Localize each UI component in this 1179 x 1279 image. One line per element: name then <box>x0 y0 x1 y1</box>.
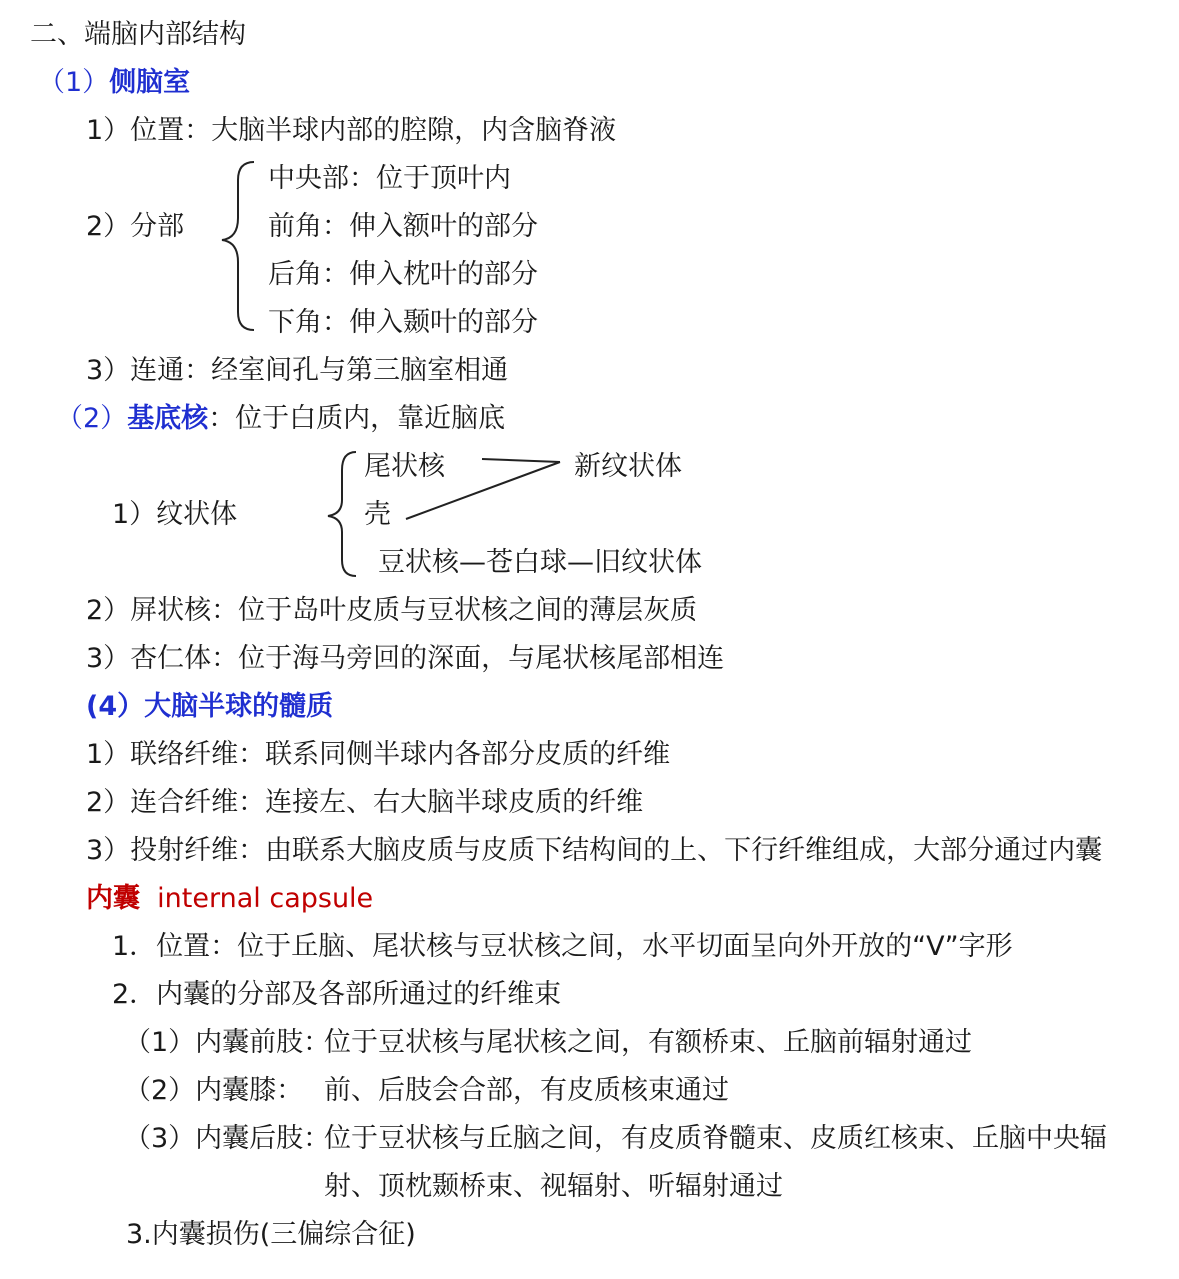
genu-label: （2）内囊膝： <box>124 1075 304 1106</box>
internal-capsule-title-cn: 内囊 <box>86 883 140 914</box>
lateral-ventricle-title <box>38 66 190 100</box>
basal-nuclei-desc: ：位于白质内，靠近脑底 <box>208 403 506 434</box>
section-heading: 二、端脑内部结构 <box>30 19 246 50</box>
lateral-ventricle-num: （1） <box>38 67 110 98</box>
striatum-label: 1）纹状体 <box>112 499 238 530</box>
lateral-ventricle-name: 侧脑室 <box>109 67 191 98</box>
internal-capsule-title-en: internal capsule <box>157 883 374 914</box>
internal-capsule-title <box>86 882 373 916</box>
caudate-connector-line <box>482 459 560 462</box>
amygdala: 3）杏仁体：位于海马旁回的深面，与尾状核尾部相连 <box>86 643 725 674</box>
lateral-parts-brace <box>222 162 254 330</box>
lateral-part-anterior-horn: 前角：伸入额叶的部分 <box>268 211 538 242</box>
anterior-limb-label: （1）内囊前肢： <box>124 1027 331 1058</box>
projection-fibers: 3）投射纤维：由联系大脑皮质与皮质下结构间的上、下行纤维组成，大部分通过内囊 <box>86 835 1103 866</box>
lateral-ventricle-parts-label: 2）分部 <box>86 211 185 242</box>
capsule-parts-title: 2．内囊的分部及各部所通过的纤维束 <box>112 979 562 1010</box>
capsule-position: 1．位置：位于丘脑、尾状核与豆状核之间，水平切面呈向外开放的“V”字形 <box>112 931 1013 962</box>
posterior-limb-label: （3）内囊后肢： <box>124 1123 331 1154</box>
association-fibers: 1）联络纤维：联系同侧半球内各部分皮质的纤维 <box>86 739 671 770</box>
basal-nuclei-num: （2） <box>56 403 128 434</box>
neostriatum: 新纹状体 <box>574 451 682 482</box>
commissural-fibers: 2）连合纤维：连接左、右大脑半球皮质的纤维 <box>86 787 644 818</box>
posterior-limb-text-cont: 射、顶枕颞桥束、视辐射、听辐射通过 <box>324 1171 783 1202</box>
medulla-title: (4）大脑半球的髓质 <box>86 691 334 722</box>
basal-nuclei-name: 基底核 <box>127 403 209 434</box>
striatum-brace <box>328 452 356 576</box>
capsule-injury: 3.内囊损伤(三偏综合征) <box>126 1219 416 1250</box>
lentiform-nucleus: 豆状核—苍白球—旧纹状体 <box>378 547 702 578</box>
lateral-ventricle-position: 1）位置：大脑半球内部的腔隙，内含脑脊液 <box>86 115 617 146</box>
lateral-part-inferior-horn: 下角：伸入颞叶的部分 <box>268 307 538 338</box>
posterior-limb-text: 位于豆状核与丘脑之间，有皮质脊髓束、皮质红核束、丘脑中央辐 <box>324 1123 1107 1154</box>
basal-nuclei-title <box>56 402 505 436</box>
claustrum: 2）屏状核：位于岛叶皮质与豆状核之间的薄层灰质 <box>86 595 698 626</box>
putamen: 壳 <box>364 499 391 530</box>
caudate-nucleus: 尾状核 <box>364 451 445 482</box>
genu-text: 前、后肢会合部，有皮质核束通过 <box>324 1075 729 1106</box>
anterior-limb-text: 位于豆状核与尾状核之间，有额桥束、丘脑前辐射通过 <box>324 1027 972 1058</box>
lateral-ventricle-connection: 3）连通：经室间孔与第三脑室相通 <box>86 355 509 386</box>
lateral-part-posterior-horn: 后角：伸入枕叶的部分 <box>268 259 538 290</box>
lateral-part-central: 中央部：位于顶叶内 <box>268 163 511 194</box>
